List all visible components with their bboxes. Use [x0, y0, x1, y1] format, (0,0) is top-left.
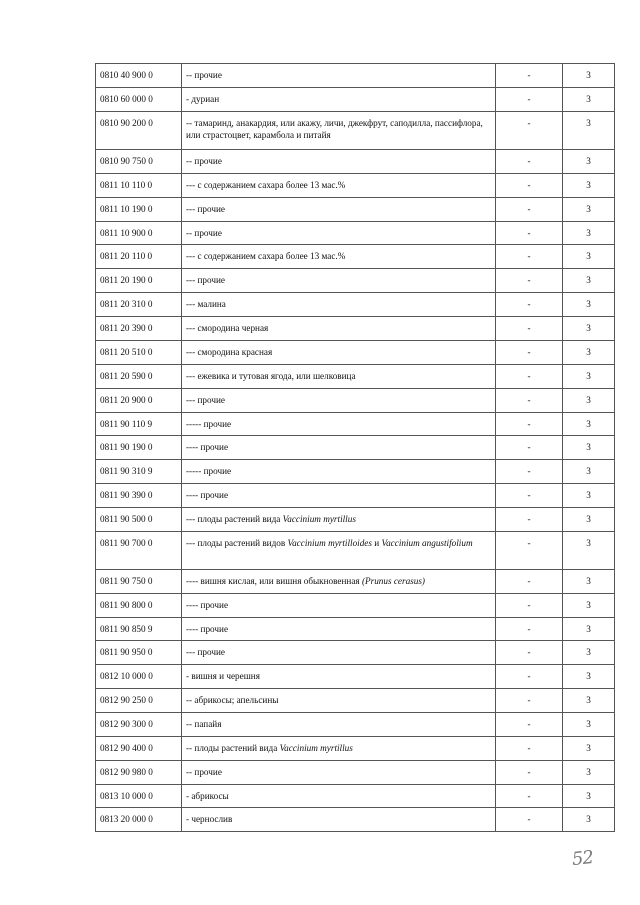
description-cell: ---- прочие	[182, 436, 496, 460]
description-text: -- плоды растений вида	[186, 743, 280, 753]
latin-species-name: Vaccinium angustifolium	[381, 538, 473, 548]
unit-cell: -	[496, 245, 563, 269]
description-text: ---- вишня кислая, или вишня обыкновенная	[186, 576, 362, 586]
duty-rate-cell: 3	[563, 508, 615, 532]
description-cell: -- папайя	[182, 713, 496, 737]
duty-rate-cell: 3	[563, 532, 615, 570]
unit-cell: -	[496, 413, 563, 436]
description-cell: -- прочие	[182, 64, 496, 88]
description-cell: --- с содержанием сахара более 13 мас.%	[182, 245, 496, 269]
tnved-code-cell: 0811 20 110 0	[96, 245, 182, 269]
duty-rate-cell: 3	[563, 64, 615, 88]
duty-rate-cell: 3	[563, 293, 615, 317]
duty-rate-cell: 3	[563, 222, 615, 245]
table-row	[96, 341, 615, 365]
table-row	[96, 570, 615, 594]
unit-cell: -	[496, 317, 563, 341]
tnved-code-cell: 0811 20 310 0	[96, 293, 182, 317]
unit-cell: -	[496, 665, 563, 689]
tnved-code-cell: 0811 90 310 9	[96, 460, 182, 484]
description-text: --- плоды растений видов	[186, 538, 288, 548]
tnved-code-cell: 0811 90 500 0	[96, 508, 182, 532]
unit-cell: -	[496, 618, 563, 641]
duty-rate-cell: 3	[563, 641, 615, 665]
description-cell	[182, 532, 496, 570]
tnved-code-cell: 0810 90 750 0	[96, 150, 182, 174]
duty-rate-cell: 3	[563, 365, 615, 389]
duty-rate-cell: 3	[563, 245, 615, 269]
description-text: --- плоды растений вида	[186, 514, 283, 524]
table-row	[96, 808, 615, 832]
unit-cell: -	[496, 64, 563, 88]
tnved-code-cell: 0811 90 800 0	[96, 594, 182, 618]
unit-cell: -	[496, 389, 563, 413]
table-row	[96, 413, 615, 436]
table-row	[96, 641, 615, 665]
latin-species-name: Vaccinium myrtillus	[282, 514, 356, 524]
description-cell: -- тамаринд, анакардия, или акажу, личи, джекфрут, саподилла, пассифлора, или страстоцвет, карамбола и питайя	[182, 112, 496, 150]
table-row	[96, 174, 615, 198]
unit-cell: -	[496, 689, 563, 713]
description-cell: - дуриан	[182, 88, 496, 112]
description-cell: --- смородина черная	[182, 317, 496, 341]
unit-cell: -	[496, 713, 563, 737]
description-cell: --- малина	[182, 293, 496, 317]
description-cell: -- прочие	[182, 222, 496, 245]
description-cell	[182, 570, 496, 594]
unit-cell: -	[496, 198, 563, 222]
tnved-code-cell: 0811 20 190 0	[96, 269, 182, 293]
table-row	[96, 436, 615, 460]
table-row	[96, 198, 615, 222]
description-cell	[182, 508, 496, 532]
tnved-code-cell: 0811 90 390 0	[96, 484, 182, 508]
description-cell: --- с содержанием сахара более 13 мас.%	[182, 174, 496, 198]
unit-cell: -	[496, 88, 563, 112]
description-cell: --- прочие	[182, 198, 496, 222]
description-cell: -- абрикосы; апельсины	[182, 689, 496, 713]
duty-rate-cell: 3	[563, 88, 615, 112]
duty-rate-cell: 3	[563, 713, 615, 737]
duty-rate-cell: 3	[563, 570, 615, 594]
duty-rate-cell: 3	[563, 436, 615, 460]
description-cell: ---- прочие	[182, 594, 496, 618]
table-row	[96, 761, 615, 785]
duty-rate-cell: 3	[563, 150, 615, 174]
duty-rate-cell: 3	[563, 341, 615, 365]
duty-rate-cell: 3	[563, 269, 615, 293]
tnved-code-cell: 0811 10 900 0	[96, 222, 182, 245]
tnved-code-cell: 0811 20 590 0	[96, 365, 182, 389]
description-cell: --- прочие	[182, 641, 496, 665]
duty-rate-cell: 3	[563, 808, 615, 832]
duty-rate-cell: 3	[563, 174, 615, 198]
table-row	[96, 269, 615, 293]
duty-rate-cell: 3	[563, 317, 615, 341]
tariff-table-body	[96, 64, 615, 832]
tnved-code-cell: 0811 10 110 0	[96, 174, 182, 198]
table-row	[96, 293, 615, 317]
description-text: и	[371, 538, 382, 548]
duty-rate-cell: 3	[563, 198, 615, 222]
description-cell: --- ежевика и тутовая ягода, или шелковица	[182, 365, 496, 389]
description-cell: ---- прочие	[182, 484, 496, 508]
table-row	[96, 484, 615, 508]
duty-rate-cell: 3	[563, 484, 615, 508]
description-cell: -- прочие	[182, 150, 496, 174]
unit-cell: -	[496, 222, 563, 245]
table-row	[96, 508, 615, 532]
description-cell: --- прочие	[182, 389, 496, 413]
table-row	[96, 64, 615, 88]
table-row	[96, 88, 615, 112]
duty-rate-cell: 3	[563, 785, 615, 808]
description-cell: - абрикосы	[182, 785, 496, 808]
duty-rate-cell: 3	[563, 594, 615, 618]
tnved-code-cell: 0811 90 190 0	[96, 436, 182, 460]
duty-rate-cell: 3	[563, 389, 615, 413]
unit-cell: -	[496, 808, 563, 832]
unit-cell: -	[496, 508, 563, 532]
latin-species-name: Vaccinium myrtillus	[279, 743, 353, 753]
tnved-code-cell: 0811 90 110 9	[96, 413, 182, 436]
tnved-code-cell: 0810 90 200 0	[96, 112, 182, 150]
tnved-code-cell: 0811 90 850 9	[96, 618, 182, 641]
description-cell: ---- прочие	[182, 618, 496, 641]
table-row	[96, 737, 615, 761]
duty-rate-cell: 3	[563, 112, 615, 150]
tnved-code-cell: 0812 90 300 0	[96, 713, 182, 737]
description-cell: - чернослив	[182, 808, 496, 832]
table-row	[96, 317, 615, 341]
unit-cell: -	[496, 460, 563, 484]
unit-cell: -	[496, 737, 563, 761]
table-row	[96, 389, 615, 413]
duty-rate-cell: 3	[563, 737, 615, 761]
tnved-code-cell: 0813 20 000 0	[96, 808, 182, 832]
unit-cell: -	[496, 594, 563, 618]
table-row	[96, 618, 615, 641]
duty-rate-cell: 3	[563, 689, 615, 713]
table-row	[96, 785, 615, 808]
duty-rate-cell: 3	[563, 618, 615, 641]
tnved-code-cell: 0812 90 400 0	[96, 737, 182, 761]
table-row	[96, 245, 615, 269]
tnved-code-cell: 0812 90 980 0	[96, 761, 182, 785]
unit-cell: -	[496, 269, 563, 293]
latin-species-name: Vaccinium myrtilloides	[287, 538, 372, 548]
unit-cell: -	[496, 785, 563, 808]
tnved-code-cell: 0810 60 000 0	[96, 88, 182, 112]
unit-cell: -	[496, 570, 563, 594]
duty-rate-cell: 3	[563, 761, 615, 785]
tnved-code-cell: 0811 20 510 0	[96, 341, 182, 365]
unit-cell: -	[496, 484, 563, 508]
tnved-code-cell: 0811 90 700 0	[96, 532, 182, 570]
tariff-table	[95, 63, 615, 832]
description-cell: --- смородина красная	[182, 341, 496, 365]
unit-cell: -	[496, 341, 563, 365]
unit-cell: -	[496, 436, 563, 460]
tnved-code-cell: 0811 20 390 0	[96, 317, 182, 341]
table-row	[96, 665, 615, 689]
tnved-code-cell: 0812 90 250 0	[96, 689, 182, 713]
tnved-code-cell: 0810 40 900 0	[96, 64, 182, 88]
table-row	[96, 594, 615, 618]
table-row	[96, 365, 615, 389]
description-cell: ----- прочие	[182, 413, 496, 436]
tnved-code-cell: 0811 10 190 0	[96, 198, 182, 222]
table-row	[96, 460, 615, 484]
table-row	[96, 150, 615, 174]
description-cell	[182, 737, 496, 761]
duty-rate-cell: 3	[563, 413, 615, 436]
unit-cell: -	[496, 641, 563, 665]
unit-cell: -	[496, 174, 563, 198]
table-row	[96, 689, 615, 713]
description-cell: ----- прочие	[182, 460, 496, 484]
description-cell: -- прочие	[182, 761, 496, 785]
unit-cell: -	[496, 365, 563, 389]
table-row	[96, 112, 615, 150]
tnved-code-cell: 0811 20 900 0	[96, 389, 182, 413]
description-cell: --- прочие	[182, 269, 496, 293]
unit-cell: -	[496, 532, 563, 570]
duty-rate-cell: 3	[563, 665, 615, 689]
unit-cell: -	[496, 150, 563, 174]
table-row	[96, 532, 615, 570]
handwritten-page-number: 52	[570, 846, 594, 871]
description-cell: - вишня и черешня	[182, 665, 496, 689]
tnved-code-cell: 0811 90 750 0	[96, 570, 182, 594]
duty-rate-cell: 3	[563, 460, 615, 484]
unit-cell: -	[496, 293, 563, 317]
latin-species-name: (Prunus cerasus)	[361, 576, 425, 586]
table-row	[96, 713, 615, 737]
unit-cell: -	[496, 112, 563, 150]
tnved-code-cell: 0811 90 950 0	[96, 641, 182, 665]
tnved-code-cell: 0813 10 000 0	[96, 785, 182, 808]
table-row	[96, 222, 615, 245]
tnved-code-cell: 0812 10 000 0	[96, 665, 182, 689]
unit-cell: -	[496, 761, 563, 785]
